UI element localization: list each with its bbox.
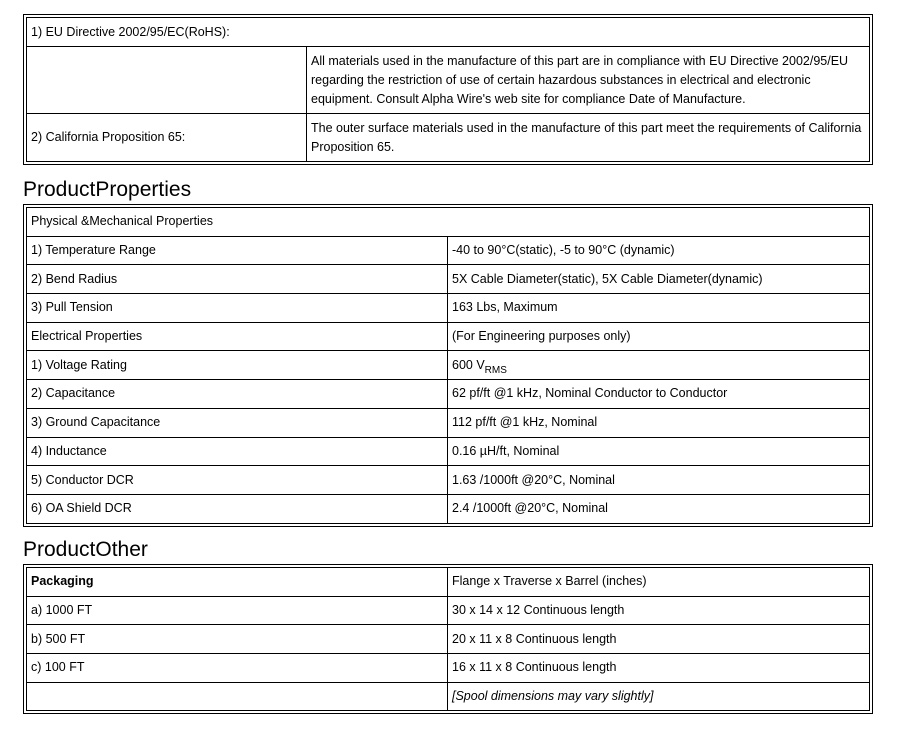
property-label: 1) Temperature Range bbox=[27, 236, 448, 265]
packaging-label: a) 1000 FT bbox=[27, 596, 448, 625]
table-row bbox=[27, 294, 870, 323]
product-other-title: ProductOther bbox=[23, 538, 148, 561]
prop65-text: The outer surface materials used in the manufacture of this part meet the requirements of California Proposition 65. bbox=[307, 114, 870, 162]
property-value: 5X Cable Diameter(static), 5X Cable Diameter(dynamic) bbox=[448, 265, 870, 294]
packaging-header-row bbox=[27, 568, 870, 597]
table-row bbox=[27, 437, 870, 466]
table-row bbox=[27, 494, 870, 523]
property-label: Electrical Properties bbox=[27, 322, 448, 351]
prop65-label: 2) California Proposition 65: bbox=[27, 114, 307, 162]
packaging-header-label: Packaging bbox=[27, 568, 448, 597]
physical-header-row bbox=[27, 208, 870, 237]
table-row bbox=[27, 265, 870, 294]
table-row bbox=[27, 408, 870, 437]
rohs-text: All materials used in the manufacture of this part are in compliance with EU Directive 2002/95/EU regarding the restriction of use of certain hazardous substances in electrical and electronic equipment. Consult Alpha Wire's web site for compliance Date of Manufacture. bbox=[307, 47, 870, 114]
packaging-label: b) 500 FT bbox=[27, 625, 448, 654]
property-label: 2) Bend Radius bbox=[27, 265, 448, 294]
property-value: 1.63 /1000ft @20°C, Nominal bbox=[448, 466, 870, 495]
packaging-header-value: Flange x Traverse x Barrel (inches) bbox=[448, 568, 870, 597]
property-label: 4) Inductance bbox=[27, 437, 448, 466]
property-value: 112 pf/ft @1 kHz, Nominal bbox=[448, 408, 870, 437]
property-value: -40 to 90°C(static), -5 to 90°C (dynamic) bbox=[448, 236, 870, 265]
rohs-label-cell bbox=[27, 47, 307, 114]
property-label: 5) Conductor DCR bbox=[27, 466, 448, 495]
rohs-header: 1) EU Directive 2002/95/EC(RoHS): bbox=[27, 18, 870, 47]
table-row bbox=[27, 236, 870, 265]
property-value: 62 pf/ft @1 kHz, Nominal Conductor to Conductor bbox=[448, 380, 870, 409]
property-value: 163 Lbs, Maximum bbox=[448, 294, 870, 323]
spool-note: [Spool dimensions may vary slightly] bbox=[448, 682, 870, 711]
table-row bbox=[27, 322, 870, 351]
property-value: 0.16 µH/ft, Nominal bbox=[448, 437, 870, 466]
voltage-value: 600 V bbox=[452, 357, 485, 372]
product-properties-title: ProductProperties bbox=[23, 178, 192, 201]
property-label: 2) Capacitance bbox=[27, 380, 448, 409]
note-label-cell bbox=[27, 682, 448, 711]
table-row bbox=[27, 654, 870, 683]
note-row bbox=[27, 682, 870, 711]
product-other-table bbox=[23, 564, 873, 714]
packaging-value: 16 x 11 x 8 Continuous length bbox=[448, 654, 870, 683]
table-row bbox=[27, 596, 870, 625]
voltage-unit-subscript: RMS bbox=[484, 364, 507, 376]
table-row bbox=[27, 380, 870, 409]
property-value bbox=[448, 351, 870, 380]
physical-header: Physical &Mechanical Properties bbox=[27, 208, 870, 237]
property-value: 2.4 /1000ft @20°C, Nominal bbox=[448, 494, 870, 523]
property-value: (For Engineering purposes only) bbox=[448, 322, 870, 351]
packaging-label: c) 100 FT bbox=[27, 654, 448, 683]
packaging-value: 30 x 14 x 12 Continuous length bbox=[448, 596, 870, 625]
table-row bbox=[27, 351, 870, 380]
property-label: 1) Voltage Rating bbox=[27, 351, 448, 380]
product-properties-table bbox=[23, 204, 873, 527]
compliance-table bbox=[23, 14, 873, 165]
packaging-value: 20 x 11 x 8 Continuous length bbox=[448, 625, 870, 654]
rohs-row bbox=[27, 47, 870, 114]
compliance-header-row bbox=[27, 18, 870, 47]
table-row bbox=[27, 466, 870, 495]
property-label: 3) Pull Tension bbox=[27, 294, 448, 323]
property-label: 3) Ground Capacitance bbox=[27, 408, 448, 437]
property-label: 6) OA Shield DCR bbox=[27, 494, 448, 523]
prop65-row bbox=[27, 114, 870, 162]
table-row bbox=[27, 625, 870, 654]
